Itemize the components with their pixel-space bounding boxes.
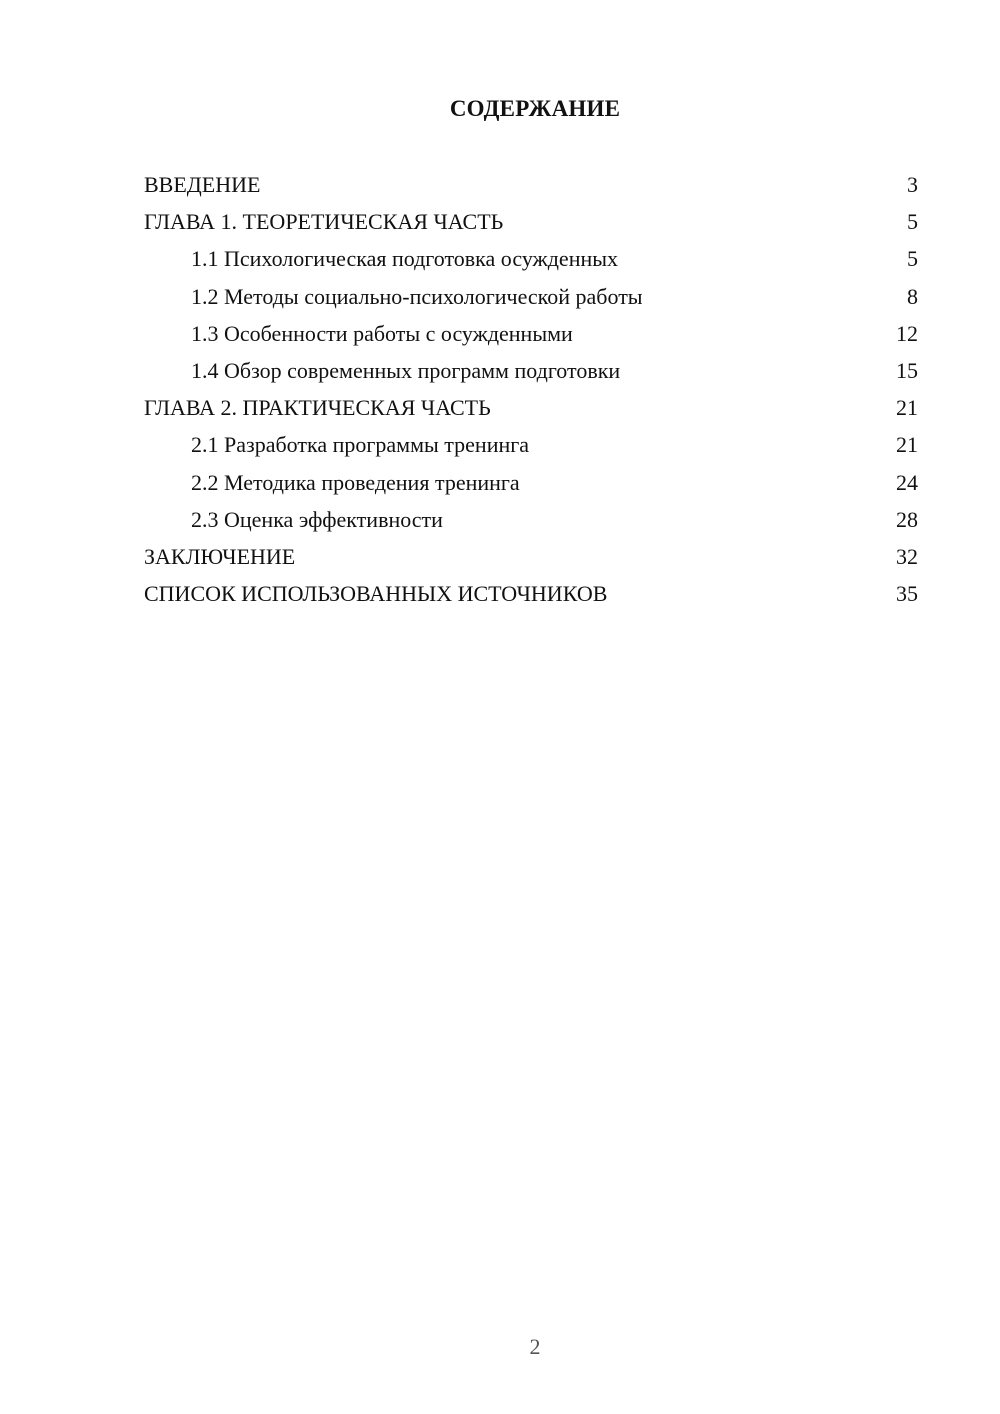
toc-item-label: 1.3 Особенности работы с осужденными <box>191 320 573 346</box>
toc-item-label: ЗАКЛЮЧЕНИЕ <box>144 543 296 569</box>
toc-item-label: 2.1 Разработка программы тренинга <box>191 432 530 458</box>
toc-item-label: 1.2 Методы социально-психологической работы <box>191 283 643 309</box>
toc-item-label: ГЛАВА 1. ТЕОРЕТИЧЕСКАЯ ЧАСТЬ <box>144 209 504 235</box>
page-number: 2 <box>529 1334 541 1359</box>
toc-item[interactable] <box>144 240 918 277</box>
toc-item-page: 32 <box>896 543 918 569</box>
toc-item[interactable] <box>144 389 918 426</box>
toc-item-page: 12 <box>896 320 918 346</box>
toc-item[interactable] <box>144 501 918 538</box>
toc-item-page: 3 <box>907 172 918 197</box>
toc-item-page: 35 <box>896 581 918 607</box>
toc-item-page: 28 <box>896 506 918 532</box>
toc-item[interactable] <box>144 352 918 389</box>
toc-item-label: 1.4 Обзор современных программ подготовки <box>191 357 621 383</box>
toc-item-page: 5 <box>907 209 918 235</box>
toc-list <box>144 166 918 612</box>
toc-item-label: 1.1 Психологическая подготовка осужденных <box>191 246 619 272</box>
toc-item-label: 2.3 Оценка эффективности <box>191 506 443 532</box>
toc-item-page: 5 <box>907 246 918 272</box>
toc-item-page: 21 <box>896 432 918 458</box>
toc-item-label: СПИСОК ИСПОЛЬЗОВАННЫХ ИСТОЧНИКОВ <box>144 581 608 607</box>
toc-item[interactable] <box>144 538 918 575</box>
toc-item-page: 24 <box>896 469 918 495</box>
toc-item-label: ВВЕДЕНИЕ <box>144 172 261 197</box>
toc-item[interactable] <box>144 426 918 463</box>
toc-item-label: ГЛАВА 2. ПРАКТИЧЕСКАЯ ЧАСТЬ <box>144 395 491 421</box>
toc-item-label: 2.2 Методика проведения тренинга <box>191 469 520 495</box>
toc-item[interactable] <box>144 315 918 352</box>
toc-item[interactable] <box>144 464 918 501</box>
toc-item[interactable] <box>144 166 918 203</box>
toc-item[interactable] <box>144 278 918 315</box>
toc-item[interactable] <box>144 575 918 612</box>
toc-item-page: 21 <box>896 395 918 421</box>
toc-item[interactable] <box>144 203 918 240</box>
toc-item-page: 15 <box>896 357 918 383</box>
toc-item-page: 8 <box>907 283 918 309</box>
toc-title: СОДЕРЖАНИЕ <box>449 96 621 121</box>
